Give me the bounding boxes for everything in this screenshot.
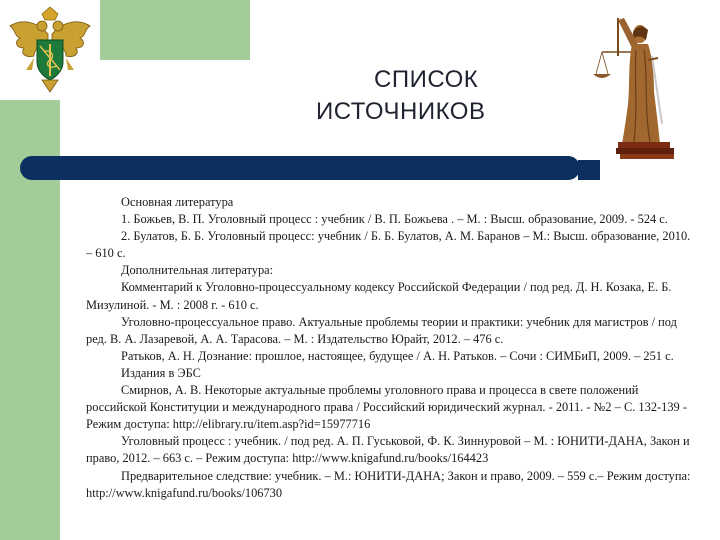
bibliography-entry: 2. Булатов, Б. Б. Уголовный процесс: учебник / Б. Б. Булатов, А. М. Баранов – М.: Высш. образование, 2010. – 610 с. <box>86 229 691 261</box>
section-heading-main-literature: Основная литература <box>121 195 234 209</box>
slide-title-line-2: ИСТОЧНИКОВ <box>316 98 486 125</box>
bibliography-entry: Уголовно-процессуальное право. Актуальные проблемы теории и практики: учебник для магистров / под ред. В. А. Лазаревой, А. А. Тарасова. – М. : Издательство Юрайт, 2012. – 476 с. <box>86 314 677 346</box>
emblem-container <box>0 0 100 100</box>
bibliography-entry: Уголовный процесс : учебник. / под ред. А. П. Гуськовой, Ф. К. Зиннуровой – М. : ЮНИТИ-ДАНА, Закон и право, 2012. – 663 с. – Режим доступа: http://www.knigafund.ru/books/164423 <box>86 434 690 466</box>
bibliography-entry: 1. Божьев, В. П. Уголовный процесс : учебник / В. П. Божьева . – М. : Высш. образование, 2009. - 524 с. <box>121 212 668 227</box>
bibliography-entry: Предварительное следствие: учебник. – М.: ЮНИТИ-ДАНА; Закон и право, 2009. – 559 с.– Режим доступа: http://www.knigafund.ru/books/106730 <box>86 468 691 500</box>
title-divider-bar <box>20 156 580 180</box>
double-headed-eagle-emblem-icon <box>4 4 96 96</box>
bibliography-entry: Комментарий к Уголовно-процессуальному кодексу Российской Федерации / под ред. Д. Н. Козака, Е. Б. Мизулиной. - М. : 2008 г. - 610 с. <box>86 280 672 312</box>
title-divider-bar-end <box>578 160 600 180</box>
section-heading-additional-literature: Дополнительная литература: <box>121 263 274 278</box>
bibliography-list <box>86 194 696 502</box>
decor-green-top-block <box>100 0 250 60</box>
themis-justice-statue-icon <box>588 4 688 160</box>
slide-title-line-1: СПИСОК <box>374 66 479 93</box>
section-heading-ebs-editions: Издания в ЭБС <box>121 365 201 380</box>
slide-title <box>300 64 560 128</box>
bibliography-entry: Смирнов, А. В. Некоторые актуальные проблемы уголовного права и процесса в свете положений российской Конституции и международного права / Российский юридический журнал. - 2011. - №2 – С. 132-139 - Режим доступа: http://elibrary.ru/item.asp?id=15977716 <box>86 383 687 432</box>
bibliography-entry: Ратьков, А. Н. Дознание: прошлое, настоящее, будущее / А. Н. Ратьков. – Сочи : СИМБиП, 2009. – 251 с. <box>121 348 674 363</box>
